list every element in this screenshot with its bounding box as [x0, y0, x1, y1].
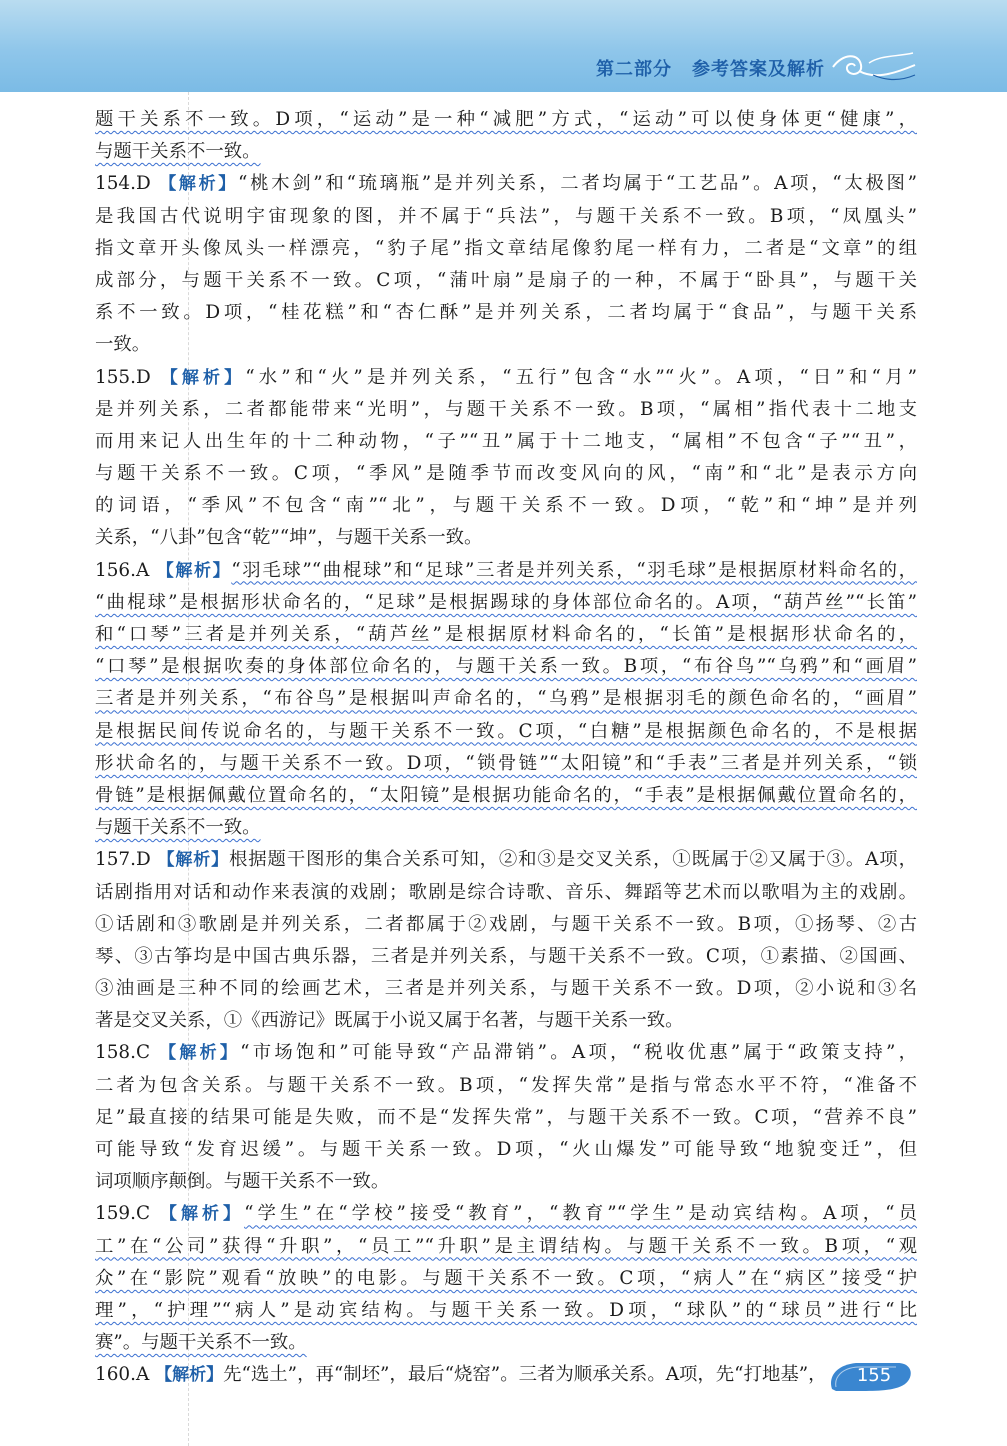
text-line [95, 619, 917, 651]
analysis-tag: 【解析】 [159, 1043, 241, 1064]
line-text: 话剧指用对话和动作来表演的戏剧；歌剧是综合诗歌、音乐、舞蹈等艺术而以歌唱为主的戏剧。 [95, 881, 917, 903]
text-line [95, 1198, 917, 1230]
line-text: 工”在“公司”获得“升职”，“员工”“升职”是主谓结构。与题干关系不一致。B项，“观 [95, 1235, 917, 1257]
text-line [95, 941, 917, 973]
answer-number: 157.D [95, 849, 151, 871]
answer-content [95, 104, 917, 1392]
answer-item-q160 [95, 1359, 917, 1391]
text-line [95, 812, 917, 844]
text-line [95, 265, 917, 297]
line-text: 是我国古代说明宇宙现象的图，并不属于“兵法”，与题干关系不一致。B项，“凤凰头” [95, 205, 917, 227]
text-line [95, 877, 917, 909]
line-text: 词项顺序颠倒。与题干关系不一致。 [95, 1171, 390, 1193]
line-text: 先“选土”，再“制坯”，最后“烧窑”。三者为顺承关系。A项，先“打地基”， [223, 1364, 827, 1386]
text-line [95, 748, 917, 780]
header-title [596, 55, 825, 81]
line-text: 可能导致“发育迟缓”。与题干关系一致。D项，“火山爆发”可能导致“地貌变迁”，但 [95, 1139, 917, 1160]
text-line [95, 587, 917, 619]
analysis-tag: 【解析】 [159, 1204, 245, 1225]
text-line [95, 716, 917, 748]
answer-item-q158 [95, 1037, 917, 1198]
line-text: 足”最直接的结果可能是失败，而不是“发挥失常”，与题干关系不一致。C项，“营养不良” [95, 1106, 917, 1128]
text-line [95, 1166, 917, 1198]
line-text: 与题干关系不一致。C项，“季风”是随季节而改变风向的风，“南”和“北”是表示方向 [95, 463, 917, 485]
line-text: 是根据民间传说命名的，与题干关系不一致。C项，“白糖”是根据颜色命名的，不是根据 [95, 720, 917, 742]
analysis-tag: 【解析】 [159, 174, 238, 195]
line-text: 赛”。与题干关系不一致。 [95, 1332, 307, 1354]
line-text: 众”在“影院”观看“放映”的电影。与题干关系不一致。C项，“病人”在“病区”接受“护 [95, 1267, 917, 1289]
line-text: 骨链”是根据佩戴位置命名的，“太阳镜”是根据功能命名的，“手表”是根据佩戴位置命名的， [95, 784, 917, 806]
line-text: 二者为包含关系。与题干关系不一致。B项，“发挥失常”是指与常态水平不符，“准备不 [95, 1074, 917, 1096]
answer-item-q155 [95, 362, 917, 555]
line-text: 系不一致。D项，“桂花糕”和“杏仁酥”是并列关系，二者均属于“食品”，与题干关系 [95, 302, 917, 324]
line-text: 形状命名的，与题干关系不一致。D项，“锁骨链”“太阳镜”和“手表”三者是并列关系，“锁 [95, 752, 917, 774]
line-text: 成部分，与题干关系不一致。C项，“蒲叶扇”是扇子的一种，不属于“卧具”，与题干关 [95, 269, 917, 291]
answer-item-q156 [95, 555, 917, 845]
text-line [95, 555, 917, 587]
text-line [95, 683, 917, 715]
text-line [95, 104, 917, 136]
text-line [95, 1263, 917, 1295]
answer-number: 154.D [95, 173, 151, 195]
text-line [95, 1295, 917, 1327]
line-text: 与题干关系不一致。 [95, 817, 261, 839]
text-line [95, 297, 917, 329]
line-text: 的词语，“季风”不包含“南”“北”，与题干关系不一致。D项，“乾”和“坤”是并列 [95, 495, 917, 517]
line-text: 根据题干图形的集合关系可知，②和③是交叉关系，①既属于②又属于③。A项， [228, 849, 917, 871]
line-text: “学生”在“学校”接受“教育”，“教育”“学生”是动宾结构。A项，“员 [244, 1203, 917, 1225]
text-line [95, 651, 917, 683]
page-header [0, 0, 1007, 92]
text-line [95, 168, 917, 200]
line-text: 关系，“八卦”包含“乾”“坤”，与题干关系一致。 [95, 527, 483, 549]
analysis-tag: 【解析】 [157, 850, 229, 871]
header-subtitle: 参考答案及解析 [692, 59, 825, 80]
page-number: 155 [856, 1365, 892, 1386]
text-line [95, 1037, 917, 1069]
line-text: “口琴”是根据吹奏的身体部位命名的，与题干关系一致。B项，“布谷鸟”“乌鸦”和“画眉” [95, 656, 917, 678]
text-line [95, 973, 917, 1005]
line-text: ③油画是三种不同的绘画艺术，三者是并列关系，与题干关系不一致。D项，②小说和③名 [95, 978, 917, 1000]
line-text: “曲棍球”是根据形状命名的，“足球”是根据踢球的身体部位命名的。A项，“葫芦丝”“长笛” [95, 591, 917, 613]
text-line [95, 1070, 917, 1102]
swirl-ornament-icon [829, 45, 919, 85]
line-text: 理”，“护理”“病人”是动宾结构。与题干关系一致。D项，“球队”的“球员”进行“比 [95, 1299, 917, 1321]
answer-number: 158.C [95, 1042, 151, 1064]
line-text: 而用来记人出生年的十二种动物，“子”“丑”属于十二地支，“属相”不包含“子”“丑”， [95, 430, 917, 452]
answer-item-q157 [95, 844, 917, 1037]
text-line [95, 1327, 917, 1359]
line-text: 与题干关系不一致。 [95, 141, 261, 163]
text-line [95, 909, 917, 941]
answer-item-q159 [95, 1198, 917, 1359]
answer-number: 156.A [95, 559, 150, 581]
analysis-tag: 【解析】 [155, 1365, 224, 1386]
text-line [95, 490, 917, 522]
line-text: 琴、③古筝均是中国古典乐器，三者是并列关系，与题干关系不一致。C项，①素描、②国画、 [95, 945, 917, 967]
line-text: 指文章开头像凤头一样漂亮，“豹子尾”指文章结尾像豹尾一样有力，二者是“文章”的组 [95, 237, 917, 259]
line-text: 三者是并列关系，“布谷鸟”是根据叫声命名的，“乌鸦”是根据羽毛的颜色命名的，“画眉” [95, 688, 917, 710]
header-section: 第二部分 [596, 59, 672, 80]
answer-number: 159.C [95, 1203, 151, 1225]
line-text: “羽毛球”“曲棍球”和“足球”三者是并列关系，“羽毛球”是根据原材料命名的， [231, 559, 917, 581]
line-text: ①话剧和③歌剧是并列关系，二者都属于②戏剧，与题干关系不一致。B项，①扬琴、②古 [95, 913, 917, 935]
line-text: 一致。 [95, 334, 151, 356]
answer-item-q154 [95, 168, 917, 361]
text-line [95, 394, 917, 426]
text-line [95, 426, 917, 458]
text-line [95, 1102, 917, 1134]
text-line [95, 233, 917, 265]
line-text: 著是交叉关系，①《西游记》既属于小说又属于名著，与题干关系一致。 [95, 1010, 684, 1032]
line-text: 和“口琴”三者是并列关系，“葫芦丝”是根据原材料命名的，“长笛”是根据形状命名的， [95, 624, 917, 645]
text-line [95, 844, 917, 876]
line-text: “水”和“火”是并列关系，“五行”包含“水”“火”。A项，“日”和“月” [245, 366, 917, 388]
line-text: “市场饱和”可能导致“产品滞销”。A项，“税收优惠”属于“政策支持”， [240, 1042, 917, 1064]
text-line [95, 1005, 917, 1037]
text-line [95, 522, 917, 554]
text-line [95, 136, 917, 168]
text-line [95, 329, 917, 361]
text-line [95, 1359, 917, 1391]
text-line [95, 780, 917, 812]
text-line [95, 201, 917, 233]
text-line [95, 1134, 917, 1166]
line-text: 题干关系不一致。D项，“运动”是一种“减肥”方式，“运动”可以使身体更“健康”， [95, 109, 917, 130]
answer-number: 155.D [95, 366, 151, 388]
text-line [95, 362, 917, 394]
line-text: “桃木剑”和“琉璃瓶”是并列关系，二者均属于“工艺品”。A项，“太极图” [237, 173, 917, 195]
answer-number: 160.A [95, 1364, 150, 1386]
analysis-tag: 【解析】 [156, 560, 232, 581]
answer-continuation [95, 104, 917, 168]
line-text: 是并列关系，二者都能带来“光明”，与题干关系不一致。B项，“属相”指代表十二地支 [95, 398, 917, 420]
text-line [95, 1231, 917, 1263]
analysis-tag: 【解析】 [160, 367, 246, 388]
text-line [95, 458, 917, 490]
